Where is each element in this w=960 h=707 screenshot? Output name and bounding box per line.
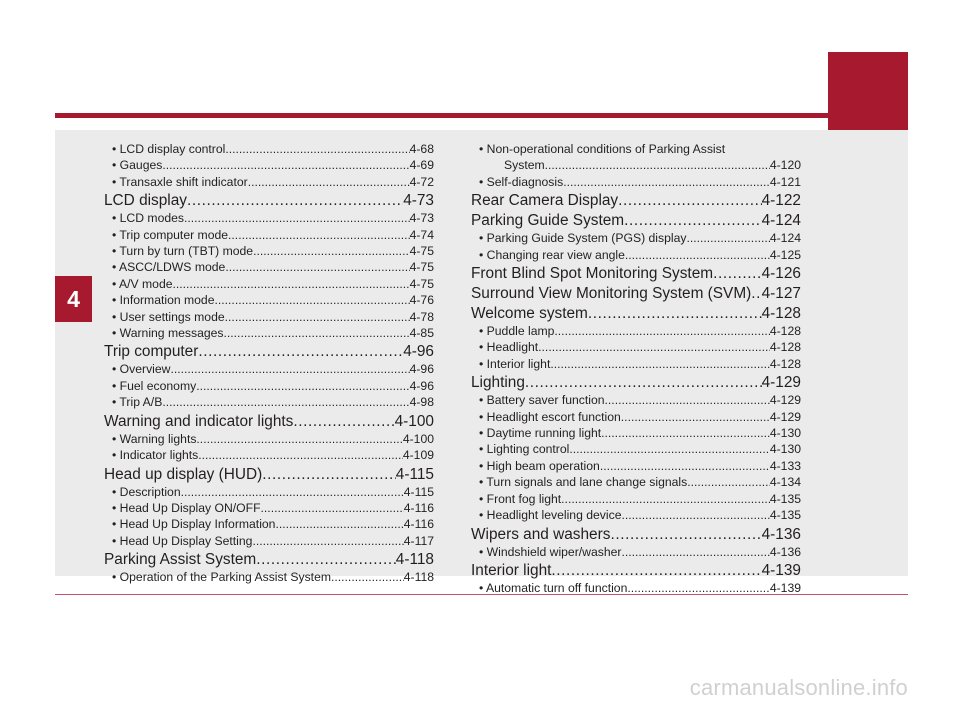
leader-dots: [551, 561, 761, 580]
toc-entry-label: • Trip computer mode: [112, 227, 229, 242]
toc-entry-label: • Fuel economy: [112, 378, 197, 393]
toc-section-entry[interactable]: [104, 191, 434, 210]
toc-section-entry[interactable]: [471, 284, 801, 303]
leader-dots: [627, 580, 769, 596]
toc-entry-page: 4-128: [769, 356, 801, 371]
toc-entry-page: 4-100: [394, 412, 434, 430]
leader-dots: [610, 525, 761, 544]
toc-subentry[interactable]: [471, 392, 801, 408]
toc-section-entry[interactable]: [471, 304, 801, 323]
toc-subentry[interactable]: [104, 447, 434, 463]
leader-dots: [261, 500, 404, 516]
chapter-tab[interactable]: 4: [55, 276, 92, 322]
toc-subentry[interactable]: [104, 569, 434, 585]
toc-entry-label: Lighting: [471, 374, 525, 392]
leader-dots: [196, 431, 402, 447]
leader-dots: [252, 533, 403, 549]
toc-subentry[interactable]: [104, 243, 434, 259]
toc-entry-label: • Front fog light: [479, 491, 562, 506]
toc-entry-label: • Transaxle shift indicator: [112, 174, 248, 189]
toc-subentry[interactable]: [104, 227, 434, 243]
toc-entry-label: Parking Assist System: [104, 551, 257, 569]
toc-entry-page: 4-118: [403, 570, 434, 585]
toc-entry-label: Welcome system: [471, 305, 588, 323]
leader-dots: [198, 342, 403, 361]
toc-section-entry[interactable]: [104, 342, 434, 361]
toc-entry-page: 4-96: [403, 343, 434, 361]
toc-subentry[interactable]: [104, 394, 434, 410]
toc-subentry[interactable]: [104, 516, 434, 532]
toc-entry-label: Parking Guide System: [471, 212, 625, 230]
toc-entry-page: 4-78: [409, 309, 434, 324]
toc-entry-label: • Self-diagnosis: [479, 174, 564, 189]
toc-subentry[interactable]: [471, 441, 801, 457]
leader-dots: [225, 259, 409, 275]
toc-entry-label: System: [504, 158, 545, 173]
toc-entry-page: 4-116: [403, 500, 434, 515]
toc-subentry[interactable]: [104, 500, 434, 516]
leader-dots: [525, 373, 762, 392]
toc-entry-label: • Interior light: [479, 356, 551, 371]
toc-subentry[interactable]: [471, 409, 801, 425]
toc-subentry[interactable]: [104, 276, 434, 292]
toc-subentry[interactable]: [471, 356, 801, 372]
toc-entry-label: • Daytime running light: [479, 426, 602, 441]
leader-dots: [173, 276, 410, 292]
toc-entry-label: • Trip A/B: [112, 395, 163, 410]
toc-subentry[interactable]: [104, 157, 434, 173]
toc-subentry[interactable]: [471, 141, 801, 174]
toc-entry-page: 4-118: [395, 551, 434, 569]
toc-entry-page: 4-116: [403, 517, 434, 532]
leader-dots: [686, 230, 769, 246]
leader-dots: [624, 211, 762, 230]
toc-entry-page: 4-130: [769, 426, 801, 441]
leader-dots: [224, 325, 410, 341]
toc-entry-label: Rear Camera Display: [471, 192, 619, 210]
toc-entry-page: 4-129: [769, 409, 801, 424]
toc-subentry[interactable]: [104, 141, 434, 157]
toc-entry-label: • Headlight: [479, 340, 539, 355]
leader-dots: [618, 191, 762, 210]
toc-entry-label: • Gauges: [112, 158, 163, 173]
toc-entry-label: • High beam operation: [479, 458, 600, 473]
toc-subentry[interactable]: [471, 544, 801, 560]
leader-dots: [228, 227, 410, 243]
toc-entry-label: • Turn signals and lane change signals: [479, 475, 688, 490]
toc-entry-page: 4-96: [409, 362, 434, 377]
leader-dots: [198, 447, 403, 463]
toc-entry-page: 4-126: [761, 265, 801, 283]
toc-subentry[interactable]: [104, 174, 434, 190]
toc-entry-page: 4-134: [769, 475, 801, 490]
leader-dots: [569, 441, 770, 457]
leader-dots: [554, 323, 769, 339]
toc-subentry[interactable]: [471, 323, 801, 339]
leader-dots: [621, 544, 769, 560]
toc-entry-label: • Turn by turn (TBT) mode: [112, 244, 254, 259]
leader-dots: [713, 264, 762, 283]
toc-entry-page: 4-75: [409, 260, 434, 275]
toc-entry-label: • Operation of the Parking Assist System: [112, 570, 331, 585]
leader-dots: [215, 292, 410, 308]
toc-entry-label: • Head Up Display Setting: [112, 533, 253, 548]
leader-dots: [621, 409, 770, 425]
toc-subentry[interactable]: [104, 210, 434, 226]
leader-dots: [162, 157, 409, 173]
toc-entry-label: • Warning lights: [112, 431, 197, 446]
toc-entry-page: 4-120: [769, 158, 801, 173]
leader-dots: [687, 474, 770, 490]
toc-entry-page: 4-69: [409, 158, 434, 173]
toc-entry-page: 4-127: [761, 285, 801, 303]
toc-left-column: [104, 141, 434, 586]
watermark: carmanualsonline.info: [689, 675, 908, 700]
toc-entry-label: • Changing rear view angle: [479, 247, 625, 262]
toc-entry-label: • LCD modes: [112, 211, 185, 226]
toc-entry-label: Wipers and washers: [471, 525, 611, 543]
toc-entry-page: 4-128: [761, 305, 801, 323]
toc-subentry[interactable]: [104, 259, 434, 275]
leader-dots: [162, 394, 409, 410]
toc-entry-page: 4-74: [409, 227, 434, 242]
toc-subentry[interactable]: [104, 533, 434, 549]
toc-subentry[interactable]: [471, 247, 801, 263]
leader-dots: [331, 569, 404, 585]
toc-subentry[interactable]: [471, 425, 801, 441]
toc-right-column: [471, 141, 801, 596]
toc-entry-page: 4-128: [769, 324, 801, 339]
toc-entry-page: 4-85: [409, 326, 434, 341]
toc-entry-page: 4-122: [761, 192, 801, 210]
toc-section-entry[interactable]: [471, 561, 801, 580]
leader-dots: [262, 465, 396, 484]
toc-entry-label: • A/V mode: [112, 276, 173, 291]
toc-subentry[interactable]: [471, 474, 801, 490]
toc-subentry[interactable]: [471, 458, 801, 474]
toc-entry-label: • Puddle lamp: [479, 324, 555, 339]
toc-entry-label: • Headlight leveling device: [479, 508, 622, 523]
toc-entry-page: 4-75: [409, 244, 434, 259]
toc-entry-label: • Windshield wiper/washer: [479, 544, 622, 559]
leader-dots: [605, 392, 770, 408]
toc-entry-label: • Description: [112, 484, 181, 499]
toc-entry-label: • Automatic turn off function: [479, 580, 628, 595]
toc-section-entry[interactable]: [471, 264, 801, 283]
toc-entry-label: • Head Up Display Information: [112, 517, 276, 532]
toc-entry-page: 4-109: [402, 448, 434, 463]
leader-dots: [170, 361, 409, 377]
toc-subentry[interactable]: [471, 507, 801, 523]
leader-dots: [196, 378, 409, 394]
toc-subentry[interactable]: [471, 230, 801, 246]
toc-entry-label: Surround View Monitoring System (SVM): [471, 285, 752, 303]
toc-section-entry[interactable]: [471, 373, 801, 392]
toc-entry-label: • Warning messages: [112, 326, 224, 341]
toc-entry-page: 4-136: [769, 544, 801, 559]
leader-dots: [225, 141, 409, 157]
toc-entry-page: 4-135: [769, 508, 801, 523]
toc-subentry[interactable]: [104, 431, 434, 447]
toc-entry-label: Interior light: [471, 561, 552, 579]
toc-entry-page: 4-139: [761, 561, 801, 579]
toc-entry-page: 4-115: [403, 484, 434, 499]
toc-entry-label: Warning and indicator lights: [104, 412, 294, 430]
leader-dots: [293, 412, 394, 431]
toc-entry-page: 4-98: [409, 395, 434, 410]
leader-dots: [248, 174, 410, 190]
toc-section-entry[interactable]: [104, 412, 434, 431]
toc-entry-page: 4-133: [769, 458, 801, 473]
toc-entry-page: 4-96: [409, 378, 434, 393]
toc-entry-label: • Parking Guide System (PGS) display: [479, 231, 687, 246]
toc-subentry[interactable]: [471, 174, 801, 190]
toc-subentry[interactable]: [104, 378, 434, 394]
leader-dots: [545, 157, 770, 173]
toc-entry-label: • Head Up Display ON/OFF: [112, 500, 261, 515]
toc-subentry[interactable]: [104, 361, 434, 377]
leader-dots: [588, 304, 762, 323]
toc-entry-label: • ASCC/LDWS mode: [112, 260, 226, 275]
leader-dots: [275, 516, 403, 532]
toc-entry-page: 4-73: [409, 211, 434, 226]
corner-accent-block: [828, 52, 908, 130]
top-rule: [55, 113, 828, 118]
leader-dots: [184, 210, 410, 226]
toc-entry-page: 4-72: [409, 174, 434, 189]
toc-entry-label: • Information mode: [112, 293, 215, 308]
toc-entry-page: 4-128: [769, 340, 801, 355]
toc-entry-label: Head up display (HUD): [104, 465, 263, 483]
leader-dots: [563, 174, 770, 190]
toc-entry-label: • Non-operational conditions of Parking Assist: [479, 142, 726, 156]
leader-dots: [538, 339, 770, 355]
toc-entry-label: • Lighting control: [479, 442, 570, 457]
leader-dots: [751, 284, 761, 303]
toc-subentry[interactable]: [104, 292, 434, 308]
toc-subentry[interactable]: [104, 325, 434, 341]
leader-dots: [187, 191, 403, 210]
toc-entry-label: Trip computer: [104, 343, 199, 361]
toc-entry-page: 4-139: [769, 580, 801, 595]
toc-entry-page: 4-129: [761, 374, 801, 392]
toc-subentry[interactable]: [471, 339, 801, 355]
toc-entry-label: • Indicator lights: [112, 448, 199, 463]
leader-dots: [625, 247, 770, 263]
toc-entry-page: 4-121: [769, 174, 801, 189]
toc-entry-page: 4-117: [403, 533, 434, 548]
toc-entry-page: 4-100: [402, 431, 434, 446]
toc-entry-page: 4-125: [769, 247, 801, 262]
toc-entry-page: 4-124: [769, 231, 801, 246]
toc-section-entry[interactable]: [471, 211, 801, 230]
toc-section-entry[interactable]: [104, 465, 434, 484]
toc-entry-page: 4-76: [409, 293, 434, 308]
leader-dots: [561, 491, 770, 507]
leader-dots: [550, 356, 770, 372]
leader-dots: [181, 484, 404, 500]
toc-entry-label: Front Blind Spot Monitoring System: [471, 265, 714, 283]
toc-entry-page: 4-136: [761, 525, 801, 543]
toc-subentry[interactable]: [104, 484, 434, 500]
toc-entry-label: LCD display: [104, 192, 187, 210]
toc-entry-page: 4-73: [403, 192, 434, 210]
toc-entry-label: • LCD display control: [112, 142, 226, 156]
toc-entry-page: 4-124: [761, 212, 801, 230]
leader-dots: [621, 507, 769, 523]
leader-dots: [600, 458, 770, 474]
toc-subentry[interactable]: [104, 309, 434, 325]
toc-subentry[interactable]: [471, 580, 801, 596]
toc-section-entry[interactable]: [471, 525, 801, 544]
toc-entry-label: • Headlight escort function: [479, 409, 621, 424]
toc-entry-label: • Overview: [112, 362, 171, 377]
leader-dots: [601, 425, 770, 441]
toc-entry-page: 4-75: [409, 276, 434, 291]
toc-entry-page: 4-68: [409, 142, 434, 156]
toc-entry-label: • User settings mode: [112, 309, 225, 324]
leader-dots: [253, 243, 410, 259]
toc-section-entry[interactable]: [104, 550, 434, 569]
toc-entry-page: 4-115: [395, 465, 434, 483]
toc-subentry[interactable]: [471, 491, 801, 507]
toc-section-entry[interactable]: [471, 191, 801, 210]
toc-entry-page: 4-135: [769, 491, 801, 506]
leader-dots: [225, 309, 410, 325]
toc-entry-label: • Battery saver function: [479, 393, 605, 408]
toc-entry-page: 4-130: [769, 442, 801, 457]
leader-dots: [256, 550, 396, 569]
toc-entry-page: 4-129: [769, 393, 801, 408]
